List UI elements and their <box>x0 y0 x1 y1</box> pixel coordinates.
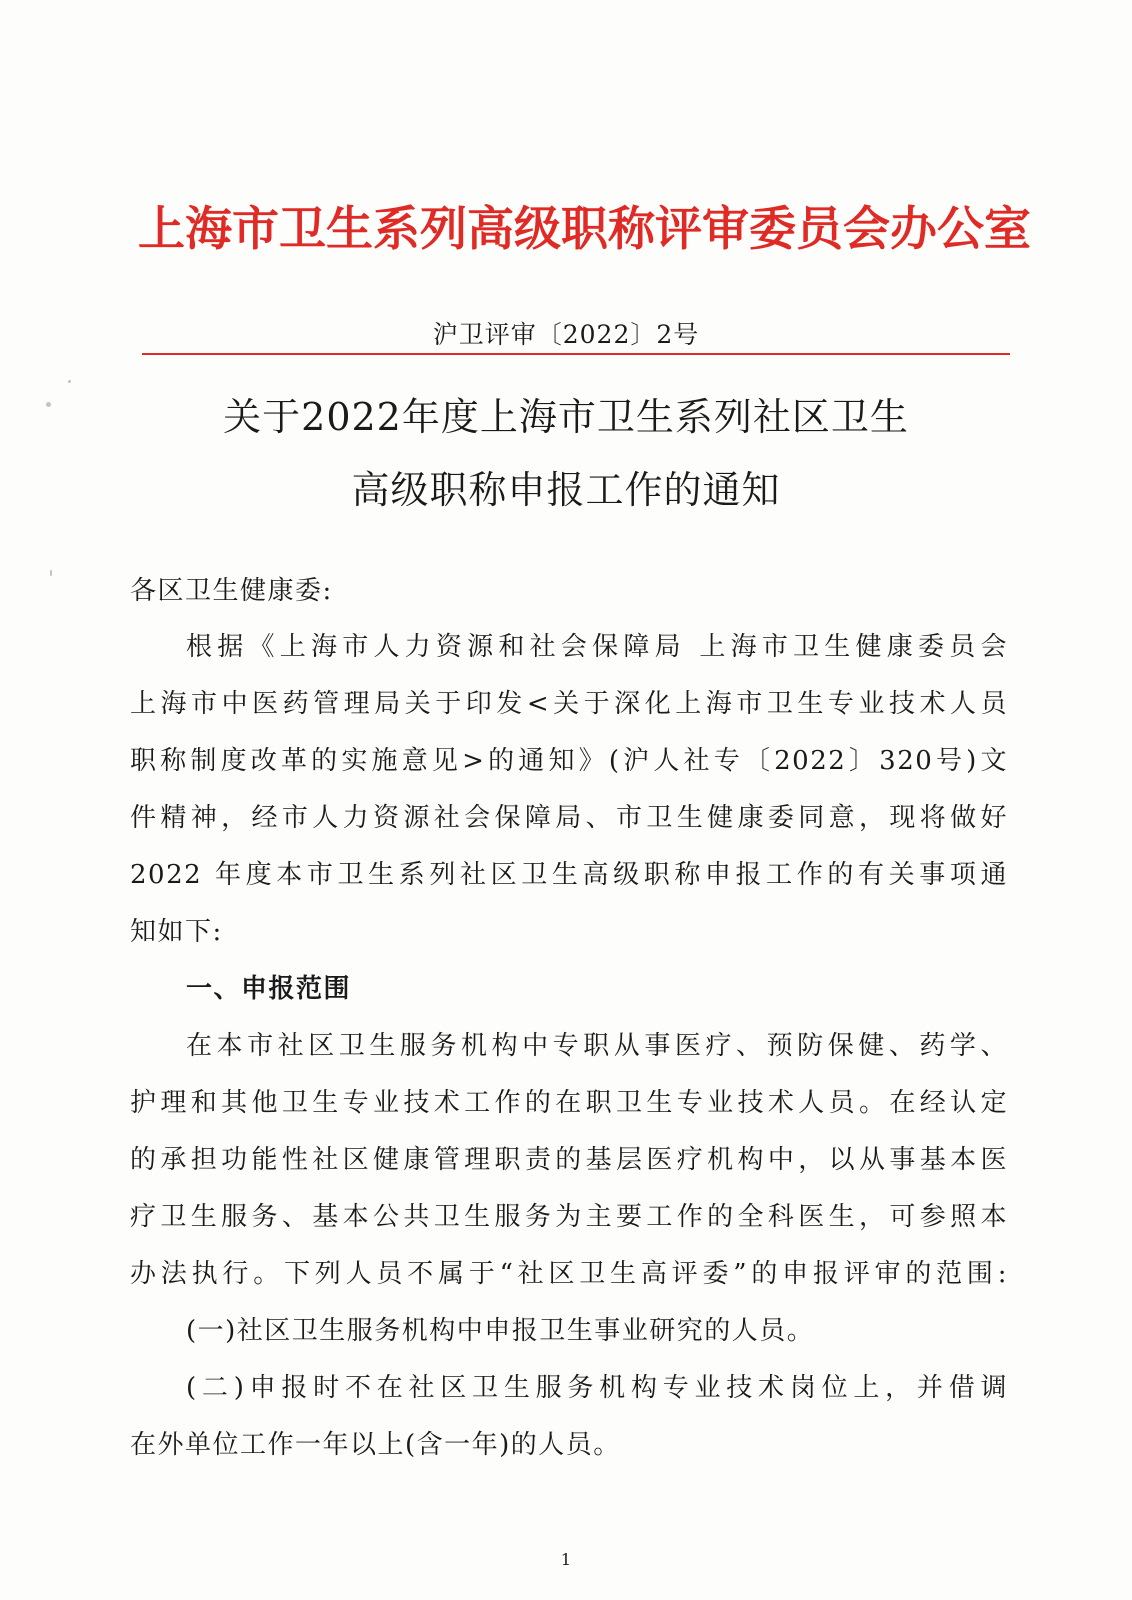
issuer-header: 上海市卫生系列高级职称评审委员会办公室 <box>138 202 1031 257</box>
section-line: 护理和其他卫生专业技术工作的在职卫生专业技术人员。在经认定 <box>130 1088 1008 1118</box>
body-line: 职称制度改革的实施意见>的通知》(沪人社专〔2022〕320号)文 <box>130 746 1008 776</box>
body-line: 根据《上海市人力资源和社会保障局 上海市卫生健康委员会 <box>186 632 1008 662</box>
red-divider-line <box>142 353 1010 355</box>
page-number: 1 <box>560 1550 572 1569</box>
section-heading: 一、申报范围 <box>186 974 352 1004</box>
list-item-2-line-1: (二)申报时不在社区卫生服务机构专业技术岗位上，并借调 <box>186 1373 1008 1403</box>
section-line: 疗卫生服务、基本公共卫生服务为主要工作的全科医生，可参照本 <box>130 1202 1008 1232</box>
section-line: 的承担功能性社区健康管理职责的基层医疗机构中，以从事基本医 <box>130 1145 1008 1175</box>
section-line: 在本市社区卫生服务机构中专职从事医疗、预防保健、药学、 <box>186 1031 1008 1061</box>
body-line: 知如下: <box>130 917 223 947</box>
section-line: 办法执行。下列人员不属于“社区卫生高评委”的申报评审的范围: <box>130 1259 1008 1289</box>
list-item-1: (一)社区卫生服务机构中申报卫生事业研究的人员。 <box>186 1316 815 1346</box>
body-line: 上海市中医药管理局关于印发<关于深化上海市卫生专业技术人员 <box>130 689 1008 719</box>
list-item-2-line-2: 在外单位工作一年以上(含一年)的人员。 <box>130 1430 621 1460</box>
body-line: 2022 年度本市卫生系列社区卫生高级职称申报工作的有关事项通 <box>130 860 1008 890</box>
document-number: 沪卫评审〔2022〕2号 <box>432 320 700 349</box>
scan-speck <box>68 380 71 383</box>
scan-speck <box>50 570 52 576</box>
salutation: 各区卫生健康委: <box>130 576 333 606</box>
notice-title-line-1: 关于2022年度上海市卫生系列社区卫生 <box>223 395 909 439</box>
notice-title-line-2: 高级职称申报工作的通知 <box>351 468 781 512</box>
body-line: 件精神，经市人力资源社会保障局、市卫生健康委同意，现将做好 <box>130 803 1008 833</box>
